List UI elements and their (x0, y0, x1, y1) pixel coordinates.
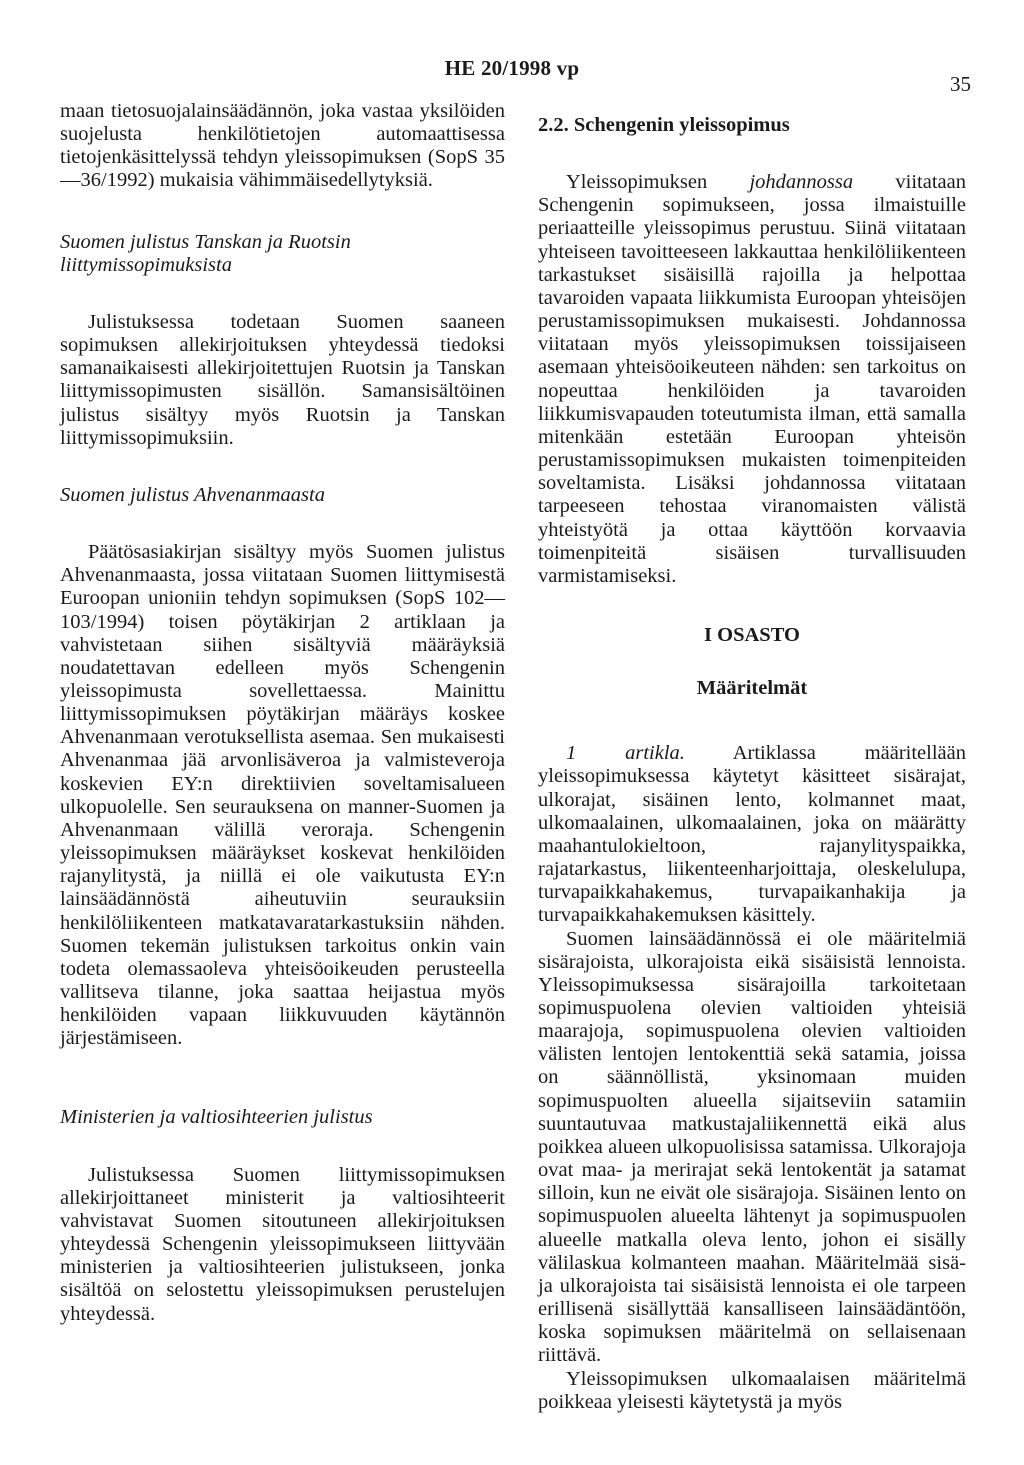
section-heading (538, 114, 966, 137)
chapter-heading-maaritelmat: Määritelmät (696, 677, 808, 700)
text-run: Yleissopimuksen (566, 171, 750, 194)
left-paragraph-2: Julistuksessa todetaan Suomen saaneen sopimuksen allekirjoituksen yhteydessä tiedoksi samanaikaisesti allekirjoitettujen Ruotsin ja Tanskan liittymissopimusten sisällön. Samansisältöinen julistus sisältyy myös Ruotsin ja Tanskan liittymissopimuksiin. (60, 310, 505, 449)
subheading-tanska-ruotsi: Suomen julistus Tanskan ja Ruotsin liittymissopimuksista (60, 230, 351, 276)
section-number: 2.2. (538, 114, 569, 136)
page-header (0, 56, 1024, 96)
right-paragraph-3: Suomen lainsäädännössä ei ole määritelmiä sisärajoista, ulkorajoista eikä sisäisistä lennoista. Yleissopimuksessa sisärajoilla tarkoitetaan sopimuspuolena olevien valtioiden yhteisiä maarajoja, sopimuspuolena olevien valtioiden välisten lentojen lentokenttiä sekä satamia, joissa on säännöllistä, yksinomaan muiden sopimuspuolten alueella sijaitseviin satamiin suuntautuvaa matkustajaliikennettä eikä alus poikkea alueen ulkopuolisissa satamissa. Ulkorajoja ovat maa- ja merirajat sekä lentokentät ja satamat silloin, kun ne eivät ole sisärajoja. Sisäinen lento on sopimuspuolen alueelta lähtenyt ja sopimuspuolen alueelle matkalla oleva lento, johon ei sisälly välilaskua kolmanteen maahan. Määritelmää sisä- ja ulkorajoista tai sisäisistä lennoista ei ole tarpeen erillisenä sisällyttää kansalliseen lainsäädäntöön, koska sopimuksen määritelmä on sellaisenaan riittävä. (538, 927, 966, 1367)
subheading-ministerien-julistus: Ministerien ja valtiosihteerien julistus (60, 1106, 373, 1129)
italic-term-johdannossa: johdannossa (749, 171, 854, 194)
left-paragraph-1: maan tietosuojalainsäädännön, joka vastaa yksilöiden suojelusta henkilötietojen automaattisessa tietojenkäsittelyssä tehdyn yleissopimuksen (SopS 35—36/1992) mukaisia vähimmäisedellytyksiä. (60, 100, 505, 192)
left-paragraph-3: Päätösasiakirjan sisältyy myös Suomen julistus Ahvenanmaasta, jossa viitataan Suomen liittymisestä Euroopan unioniin tehdyn sopimuksen (SopS 102—103/1994) toisen pöytäkirjan 2 artiklaan ja vahvistetaan siihen sisältyviä määräyksiä noudatettavan edelleen myös Schengenin yleissopimusta sovellettaessa. Mainittu liittymissopimuksen pöytäkirjan määräys koskee Ahvenanmaan verotuksellista asemaa. Sen mukaisesti Ahvenanmaa jää arvonlisäveroa ja valmisteveroja koskevien EY:n direktiivien soveltamisalueen ulkopuolelle. Sen seurauksena on manner-Suomen ja Ahvenanmaan välillä veroraja. Schengenin yleissopimuksen määräykset koskevat henkilöiden rajanylitystä, ja niillä ei ole vaikutusta EY:n lainsäädännöstä aiheutuviin seurauksiin henkilöliikenteen matkatavaratarkastuksiin nähden. Suomen tekemän julistuksen tarkoitus onkin vain todeta olemassaoleva yhteisöoikeuden perusteella vallitseva tilanne, joka saattaa heijastua myös henkilöiden vapaan liikkuvuuden käytännön järjestämiseen. (60, 541, 505, 1050)
right-paragraph-2 (538, 742, 966, 927)
section-title: Schengenin yleissopimus (573, 114, 790, 136)
right-column (538, 100, 966, 1414)
part-heading-osasto: I OSASTO (704, 623, 800, 646)
document-title: HE 20/1998 vp (444, 56, 580, 80)
text-run: Artiklassa määritellään yleissopimuksessa käytetyt käsitteet sisärajat, ulkorajat, sisäinen lento, kolmannet maat, ulkomaalainen, ulkomaalainen, joka on määrätty maahantulokieltoon, rajanylityspaikka, rajatarkastus, liikenteenharjoittaja, oleskelulupa, turvapaikkahakemus, turvapaikanhakija ja turvapaikkahakemuksen käsittely. (538, 742, 966, 927)
subheading-ahvenanmaa: Suomen julistus Ahvenanmaasta (60, 483, 325, 506)
italic-article-label: 1 artikla. (566, 742, 685, 765)
right-paragraph-4: Yleissopimuksen ulkomaalaisen määritelmä poikkeaa yleisesti käytetystä ja myös (538, 1367, 966, 1413)
left-column (60, 100, 505, 1326)
page-number: 35 (950, 72, 971, 96)
left-paragraph-4: Julistuksessa Suomen liittymissopimuksen allekirjoittaneet ministerit ja valtiosihteerit vahvistavat Suomen sitoutuneen allekirjoituksen yhteydessä Schengenin yleissopimukseen liittyvään ministerien ja valtiosihteerien julistukseen, jonka sisältöä on selostettu yleissopimuksen perustelujen yhteydessä. (60, 1163, 505, 1325)
text-run: viitataan Schengenin sopimukseen, jossa ilmaistuille periaatteille yleissopimus perustuu. Siinä viitataan yhteiseen tavoitteeseen lakkauttaa henkilöliikenteen tarkastukset sisäisillä rajoilla ja helpottaa tavaroiden vapaata liikkumista Euroopan yhteisöjen perustamissopimuksen mukaisesti. Johdannossa viitataan myös yleissopimuksen toissijaiseen asemaan yhteisöoikeuteen nähden: sen tarkoitus on nopeuttaa henkilöiden ja tavaroiden liikkumisvapauden toteutumista ilman, että samalla mitenkään estetään Euroopan yhteisön perustamissopimuksen mukaisten toimenpiteiden soveltamista. Lisäksi johdannossa viitataan tarpeeseen tehostaa viranomaisten välistä yhteistyötä ja ottaa käyttöön korvaavia toimenpiteitä sisäisen turvallisuuden varmistamiseksi. (538, 171, 966, 587)
right-paragraph-1 (538, 171, 966, 588)
